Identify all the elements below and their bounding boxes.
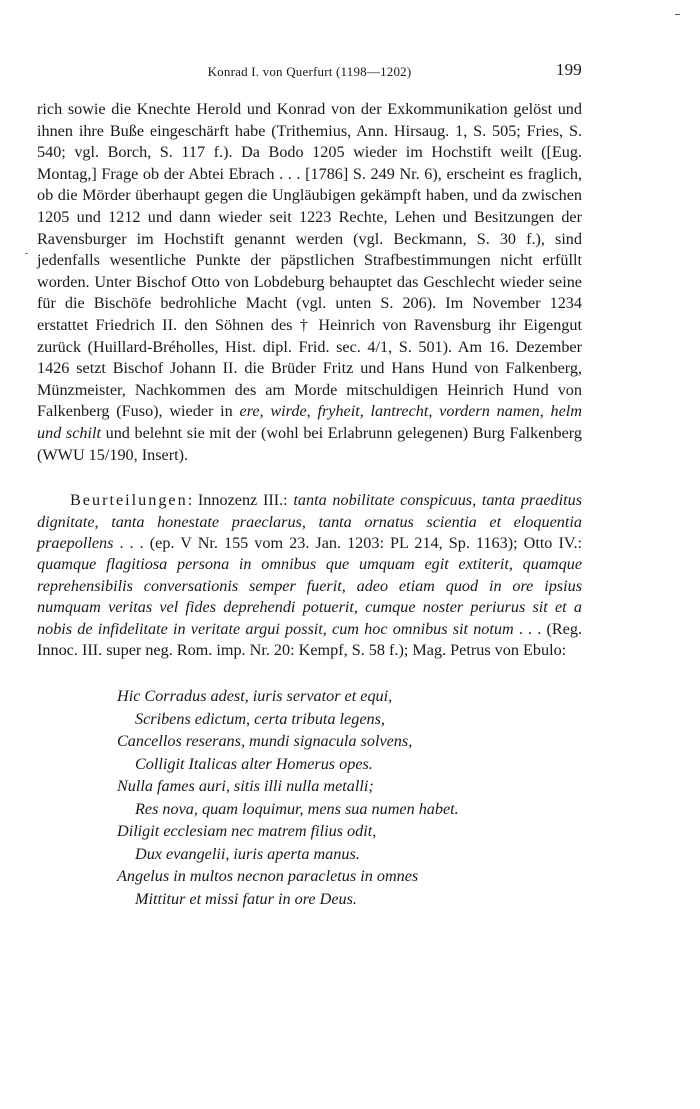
page-number: 199 [555, 60, 582, 79]
verse-line: Diligit ecclesiam nec matrem filius odit, [117, 822, 377, 841]
margin-scan-mark [25, 253, 28, 254]
section-lead: Beurteilungen [70, 491, 188, 510]
verse-block [117, 685, 582, 910]
verse-line: Hic Corradus adest, iuris servator et equi, [117, 687, 393, 706]
verse-line: Cancellos reserans, mundi signacula solvens, [117, 732, 413, 751]
verse-line: Mittitur et missi fatur in ore Deus. [135, 889, 357, 908]
paragraph-text: und belehnt sie mit der (wohl bei Erlabrunn gelegenen) Burg Falkenberg (WWU 15/190, Insert). [37, 423, 582, 464]
verse-line: Angelus in multos necnon paracletus in omnes [117, 867, 419, 886]
paragraph-text: . . . (Reg. Innoc. III. super neg. Rom. imp. Nr. 20: Kempf, S. 58 f.); Mag. Petrus von Ebulo: [37, 619, 583, 659]
book-page [37, 60, 582, 910]
verse-line: Colligit Italicas alter Homerus opes. [135, 754, 373, 773]
latin-quote-innocent: tanta nobilitate conspicuus, tanta praeditus dignitate, tanta honestate praeclarus, tanta ornatus scientia et eloquentia praepollens [37, 491, 582, 552]
verse-line: Scribens edictum, certa tributa legens, [135, 709, 385, 728]
paragraph-ravensburg [37, 99, 582, 466]
verse-line: Nulla fames auri, sitis illi nulla metalli; [117, 777, 374, 796]
paragraph-text: rich sowie die Knechte Herold und Konrad von der Exkommunikation gelöst und ihnen ihre Buße eingeschärft habe (Trithemius, Ann. Hirsaug. 1, S. 505; Fries, S. 540; vgl. Borch, S. 117 f.). Da Bodo 1205 wieder im Hochstift weilt ([Eug. Montag,] Frage ob der Abtei Ebrach . . . [1786] S. 249 Nr. 6), erscheint es fraglich, ob die Mörder überhaupt gegen die Ungläubigen gekämpft haben, und da zwischen 1205 und 1212 und dann wieder seit 1223 Rechte, Lehen und Besitzungen der Ravensburger im Hochstift genannt werden (vgl. Beckmann, S. 30 f.), sind jedenfalls wesentliche Punkte der päpstlichen Strafbestimmungen nicht erfüllt worden. Unter Bischof Otto von Lobdeburg behauptet das Geschlecht wieder seine für die Bischöfe bedrohliche Macht (vgl. unten S. 206). Im November 1234 erstattet Friedrich II. den Söhnen des † Heinrich von Ravensburg ihr Eigengut zurück (Huillard-Bréholles, Hist. dipl. Frid. sec. 4/1, S. 501). Am 16. Dezember 1426 setzt Bischof Johann II. die Brüder Fritz und Hans Hund von Falkenberg, Münzmeister, Nachkommen des am Morde mitschuldigen Heinrich Hund von Falkenberg (Fuso), wieder in [37, 100, 582, 421]
paragraph-text: . . . (ep. V Nr. 155 vom 23. Jan. 1203: PL 214, Sp. 1163); Otto IV.: [113, 533, 582, 552]
quoted-rights: ere, wirde, fryheit, lantrecht, vordern namen, helm und schilt [37, 402, 582, 442]
verse-line: Res nova, quam loquimur, mens sua numen habet. [135, 799, 459, 818]
paragraph-text: : Innozenz III.: [187, 491, 294, 510]
running-title: Konrad I. von Querfurt (1198—1202) [207, 64, 412, 79]
paragraph-beurteilungen [37, 490, 582, 661]
running-head [37, 60, 582, 82]
corner-scan-mark [675, 14, 680, 15]
latin-quote-otto: quamque flagitiosa persona in omnibus que umquam egit extiterit, quamque reprehensibilis conversationis semper fuerit, adeo etiam quod in ore ipsius numquam veritas vel fides deprehendi potuerit, cumque noster periurus sit et a nobis de infidelitate in veritate argui possit, cum hoc omnibus sit notum [37, 555, 582, 638]
body-text [37, 99, 582, 661]
verse-line: Dux evangelii, iuris aperta manus. [135, 844, 360, 863]
